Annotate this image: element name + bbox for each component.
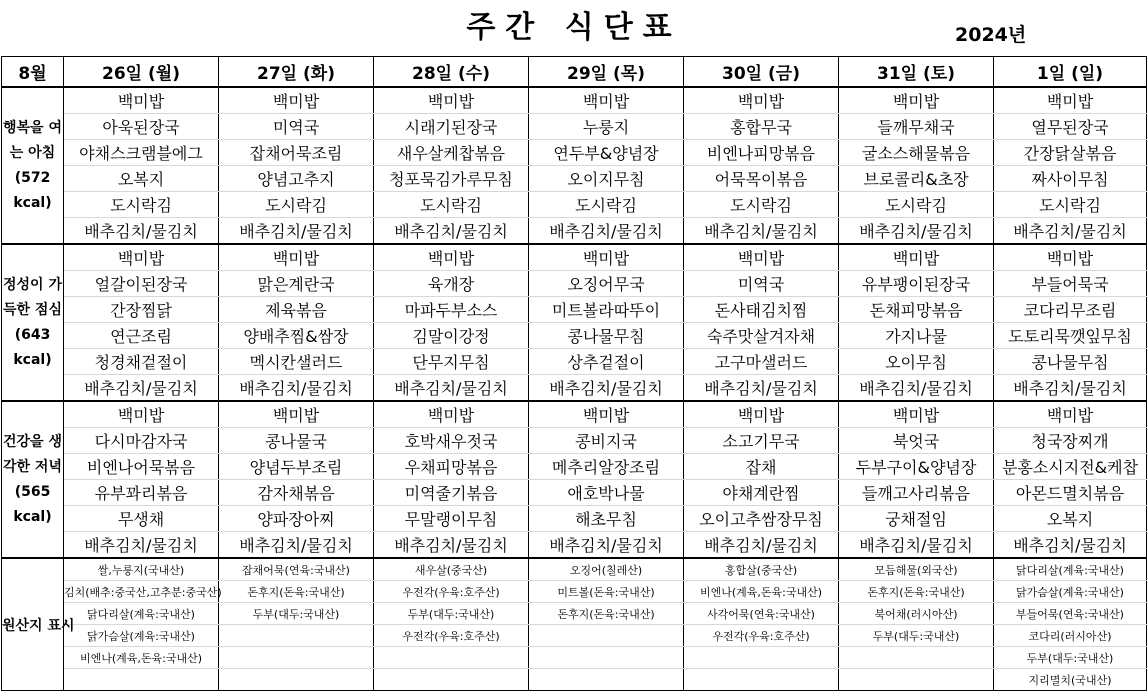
menu-item: 백미밥 — [529, 401, 684, 428]
origin-item: 돈후지(돈육:국내산) — [529, 603, 684, 625]
origin-row — [2, 581, 1147, 603]
menu-item: 콩나물무침 — [994, 349, 1147, 375]
menu-item: 백미밥 — [994, 244, 1147, 271]
origin-item: 우전각(우육:호주산) — [374, 625, 529, 647]
menu-item: 제육볶음 — [219, 297, 374, 323]
menu-item: 궁채절임 — [839, 506, 994, 532]
menu-item: 야채계란찜 — [684, 480, 839, 506]
origin-item: 오징어(칠레산) — [529, 558, 684, 581]
menu-item: 도시락김 — [684, 192, 839, 218]
menu-item: 배추김치/물김치 — [994, 532, 1147, 559]
menu-item: 백미밥 — [529, 87, 684, 114]
menu-item: 배추김치/물김치 — [219, 532, 374, 559]
origin-item: 두부(대두:국내산) — [219, 603, 374, 625]
menu-item: 양념고추지 — [219, 166, 374, 192]
meal-row — [2, 454, 1147, 480]
menu-item: 양배추찜&쌈장 — [219, 323, 374, 349]
origin-item: 새우살(중국산) — [374, 558, 529, 581]
menu-item: 미트볼라따뚜이 — [529, 297, 684, 323]
menu-item: 도시락김 — [64, 192, 219, 218]
menu-item: 미역줄기볶음 — [374, 480, 529, 506]
menu-item: 육개장 — [374, 271, 529, 297]
menu-item: 배추김치/물김치 — [839, 218, 994, 245]
menu-item: 배추김치/물김치 — [529, 218, 684, 245]
origin-item: 닭다리살(계육:국내산) — [994, 558, 1147, 581]
meal-row — [2, 480, 1147, 506]
menu-item: 백미밥 — [219, 401, 374, 428]
origin-item: 비엔나(계육,돈육:국내산) — [684, 581, 839, 603]
menu-item: 배추김치/물김치 — [64, 532, 219, 559]
menu-item: 도시락김 — [219, 192, 374, 218]
menu-item: 배추김치/물김치 — [64, 218, 219, 245]
day-header: 30일 (금) — [684, 57, 839, 88]
meal-row — [2, 87, 1147, 114]
origin-row — [2, 647, 1147, 669]
menu-item: 북엇국 — [839, 428, 994, 454]
meal-row — [2, 218, 1147, 245]
menu-item: 배추김치/물김치 — [684, 218, 839, 245]
day-header: 29일 (목) — [529, 57, 684, 88]
menu-item: 호박새우젓국 — [374, 428, 529, 454]
origin-row — [2, 669, 1147, 691]
menu-item: 마파두부소스 — [374, 297, 529, 323]
menu-item: 열무된장국 — [994, 114, 1147, 140]
menu-item: 백미밥 — [219, 244, 374, 271]
menu-item: 도시락김 — [374, 192, 529, 218]
menu-item: 백미밥 — [839, 244, 994, 271]
menu-item: 아욱된장국 — [64, 114, 219, 140]
origin-row — [2, 603, 1147, 625]
meal-row — [2, 375, 1147, 402]
menu-item: 백미밥 — [64, 87, 219, 114]
origin-item: 두부(대두:국내산) — [374, 603, 529, 625]
meal-label: 건강을 생각한 저녁 (565 kcal) — [2, 401, 64, 558]
menu-item: 메추리알장조림 — [529, 454, 684, 480]
menu-item: 오이무침 — [839, 349, 994, 375]
menu-item: 멕시칸샐러드 — [219, 349, 374, 375]
menu-item: 간장찜닭 — [64, 297, 219, 323]
menu-item: 해초무침 — [529, 506, 684, 532]
menu-item: 배추김치/물김치 — [839, 375, 994, 402]
day-header: 28일 (수) — [374, 57, 529, 88]
day-header: 31일 (토) — [839, 57, 994, 88]
meal-row — [2, 297, 1147, 323]
menu-item: 배추김치/물김치 — [374, 375, 529, 402]
origin-item: 닭다리살(계육:국내산) — [64, 603, 219, 625]
menu-item: 연두부&양념장 — [529, 140, 684, 166]
menu-item: 양파장아찌 — [219, 506, 374, 532]
menu-item: 비엔나피망볶음 — [684, 140, 839, 166]
day-header: 26일 (월) — [64, 57, 219, 88]
menu-item: 간장닭살볶음 — [994, 140, 1147, 166]
origin-item — [684, 669, 839, 691]
menu-item: 코다리무조림 — [994, 297, 1147, 323]
origin-item: 돈후지(돈육:국내산) — [839, 581, 994, 603]
menu-item: 도시락김 — [839, 192, 994, 218]
month-header: 8월 — [2, 57, 64, 88]
origin-item — [839, 647, 994, 669]
year-label: 2024년 — [955, 24, 1027, 46]
menu-item: 미역국 — [219, 114, 374, 140]
menu-item: 야채스크램블에그 — [64, 140, 219, 166]
menu-item: 도시락김 — [994, 192, 1147, 218]
origin-item — [529, 647, 684, 669]
meal-row — [2, 323, 1147, 349]
menu-item: 굴소스해물볶음 — [839, 140, 994, 166]
menu-item: 오징어무국 — [529, 271, 684, 297]
menu-item: 백미밥 — [64, 244, 219, 271]
menu-item: 짜사이무침 — [994, 166, 1147, 192]
origin-label: 원산지 표시 — [2, 558, 64, 691]
origin-item: 닭가슴살(계육:국내산) — [994, 581, 1147, 603]
origin-item — [529, 669, 684, 691]
origin-item: 비엔나(계육,돈육:국내산) — [64, 647, 219, 669]
menu-item: 백미밥 — [374, 401, 529, 428]
origin-item — [529, 625, 684, 647]
origin-item: 코다리(러시아산) — [994, 625, 1147, 647]
menu-item: 아몬드멸치볶음 — [994, 480, 1147, 506]
menu-item: 오복지 — [64, 166, 219, 192]
origin-item: 두부(대두:국내산) — [994, 647, 1147, 669]
menu-item: 청경채겉절이 — [64, 349, 219, 375]
menu-item: 두부구이&양념장 — [839, 454, 994, 480]
origin-item: 돈후지(돈육:국내산) — [219, 581, 374, 603]
origin-item: 부들어묵(연육:국내산) — [994, 603, 1147, 625]
menu-item: 소고기무국 — [684, 428, 839, 454]
meal-row — [2, 114, 1147, 140]
menu-item: 고구마샐러드 — [684, 349, 839, 375]
menu-item: 가지나물 — [839, 323, 994, 349]
menu-body — [2, 87, 1147, 691]
meal-row — [2, 401, 1147, 428]
menu-item: 누룽지 — [529, 114, 684, 140]
menu-item: 들깨무채국 — [839, 114, 994, 140]
origin-item — [219, 669, 374, 691]
menu-item: 백미밥 — [994, 401, 1147, 428]
menu-item: 청국장찌개 — [994, 428, 1147, 454]
menu-item: 연근조림 — [64, 323, 219, 349]
origin-item: 사각어묵(연육:국내산) — [684, 603, 839, 625]
title-bar — [0, 0, 1148, 56]
origin-item: 지리멸치(국내산) — [994, 669, 1147, 691]
menu-item: 어묵목이볶음 — [684, 166, 839, 192]
menu-item: 배추김치/물김치 — [64, 375, 219, 402]
menu-item: 백미밥 — [219, 87, 374, 114]
menu-item: 오이지무침 — [529, 166, 684, 192]
meal-label: 행복을 여는 아침 (572 kcal) — [2, 87, 64, 244]
menu-item: 백미밥 — [374, 244, 529, 271]
day-header: 27일 (화) — [219, 57, 374, 88]
menu-item: 부들어묵국 — [994, 271, 1147, 297]
origin-item: 홍합살(중국산) — [684, 558, 839, 581]
meal-row — [2, 506, 1147, 532]
menu-item: 배추김치/물김치 — [994, 375, 1147, 402]
menu-item: 배추김치/물김치 — [839, 532, 994, 559]
origin-item: 두부(대두:국내산) — [839, 625, 994, 647]
menu-item: 비엔나어묵볶음 — [64, 454, 219, 480]
menu-item: 시래기된장국 — [374, 114, 529, 140]
day-header: 1일 (일) — [994, 57, 1147, 88]
origin-item: 북어채(러시아산) — [839, 603, 994, 625]
menu-item: 백미밥 — [994, 87, 1147, 114]
header-row — [2, 57, 1147, 88]
menu-item: 배추김치/물김치 — [684, 375, 839, 402]
origin-item — [374, 669, 529, 691]
meal-row — [2, 244, 1147, 271]
meal-row — [2, 349, 1147, 375]
meal-row — [2, 140, 1147, 166]
meal-row — [2, 166, 1147, 192]
origin-row — [2, 558, 1147, 581]
menu-item: 배추김치/물김치 — [219, 375, 374, 402]
menu-item: 백미밥 — [64, 401, 219, 428]
menu-item: 배추김치/물김치 — [529, 532, 684, 559]
menu-item: 숙주맛살겨자채 — [684, 323, 839, 349]
menu-item: 유부팽이된장국 — [839, 271, 994, 297]
menu-item: 무생채 — [64, 506, 219, 532]
origin-row — [2, 625, 1147, 647]
menu-item: 얼갈이된장국 — [64, 271, 219, 297]
menu-item: 맑은계란국 — [219, 271, 374, 297]
menu-item: 배추김치/물김치 — [374, 532, 529, 559]
menu-item: 도시락김 — [529, 192, 684, 218]
menu-item: 돈채피망볶음 — [839, 297, 994, 323]
menu-item: 오복지 — [994, 506, 1147, 532]
meal-row — [2, 428, 1147, 454]
menu-item: 애호박나물 — [529, 480, 684, 506]
menu-item: 잡채 — [684, 454, 839, 480]
menu-item: 청포묵김가루무침 — [374, 166, 529, 192]
menu-item: 배추김치/물김치 — [374, 218, 529, 245]
origin-item: 우전각(우육:호주산) — [374, 581, 529, 603]
menu-item: 미역국 — [684, 271, 839, 297]
menu-item: 잡채어묵조림 — [219, 140, 374, 166]
origin-item: 쌀,누룽지(국내산) — [64, 558, 219, 581]
menu-item: 백미밥 — [839, 401, 994, 428]
origin-item: 모듬해물(외국산) — [839, 558, 994, 581]
menu-item: 무말랭이무침 — [374, 506, 529, 532]
menu-item: 콩나물무침 — [529, 323, 684, 349]
menu-item: 분홍소시지전&케찹 — [994, 454, 1147, 480]
menu-item: 콩나물국 — [219, 428, 374, 454]
menu-item: 배추김치/물김치 — [219, 218, 374, 245]
origin-item: 우전각(우육:호주산) — [684, 625, 839, 647]
menu-item: 백미밥 — [529, 244, 684, 271]
menu-item: 백미밥 — [839, 87, 994, 114]
origin-item: 닭가슴살(계육:국내산) — [64, 625, 219, 647]
menu-item: 상추겉절이 — [529, 349, 684, 375]
menu-item: 단무지무침 — [374, 349, 529, 375]
menu-item: 홍합무국 — [684, 114, 839, 140]
menu-item: 양념두부조림 — [219, 454, 374, 480]
menu-item: 백미밥 — [684, 244, 839, 271]
meal-label: 정성이 가득한 점심 (643 kcal) — [2, 244, 64, 401]
menu-table — [1, 56, 1147, 691]
menu-item: 김말이강정 — [374, 323, 529, 349]
meal-row — [2, 192, 1147, 218]
menu-item: 돈사태김치찜 — [684, 297, 839, 323]
menu-item: 배추김치/물김치 — [684, 532, 839, 559]
meal-row — [2, 532, 1147, 559]
menu-item: 오이고추쌈장무침 — [684, 506, 839, 532]
menu-item: 백미밥 — [684, 401, 839, 428]
menu-item: 배추김치/물김치 — [529, 375, 684, 402]
origin-item — [839, 669, 994, 691]
origin-item: 잡채어묵(연육:국내산) — [219, 558, 374, 581]
origin-item — [219, 647, 374, 669]
menu-item: 백미밥 — [374, 87, 529, 114]
menu-item: 백미밥 — [684, 87, 839, 114]
meal-row — [2, 271, 1147, 297]
origin-item: 김치(배추:중국산,고추분:중국산) — [64, 581, 219, 603]
menu-item: 감자채볶음 — [219, 480, 374, 506]
page-title: 주간 식단표 — [466, 10, 682, 45]
menu-item: 우채피망볶음 — [374, 454, 529, 480]
menu-item: 들깨고사리볶음 — [839, 480, 994, 506]
origin-item: 미트볼(돈육:국내산) — [529, 581, 684, 603]
menu-item: 도토리묵깻잎무침 — [994, 323, 1147, 349]
origin-item — [64, 669, 219, 691]
origin-item — [374, 647, 529, 669]
origin-item — [684, 647, 839, 669]
menu-item: 다시마감자국 — [64, 428, 219, 454]
origin-item — [219, 625, 374, 647]
menu-item: 브로콜리&초장 — [839, 166, 994, 192]
menu-item: 배추김치/물김치 — [994, 218, 1147, 245]
menu-item: 콩비지국 — [529, 428, 684, 454]
menu-item: 유부꽈리볶음 — [64, 480, 219, 506]
menu-item: 새우살케찹볶음 — [374, 140, 529, 166]
